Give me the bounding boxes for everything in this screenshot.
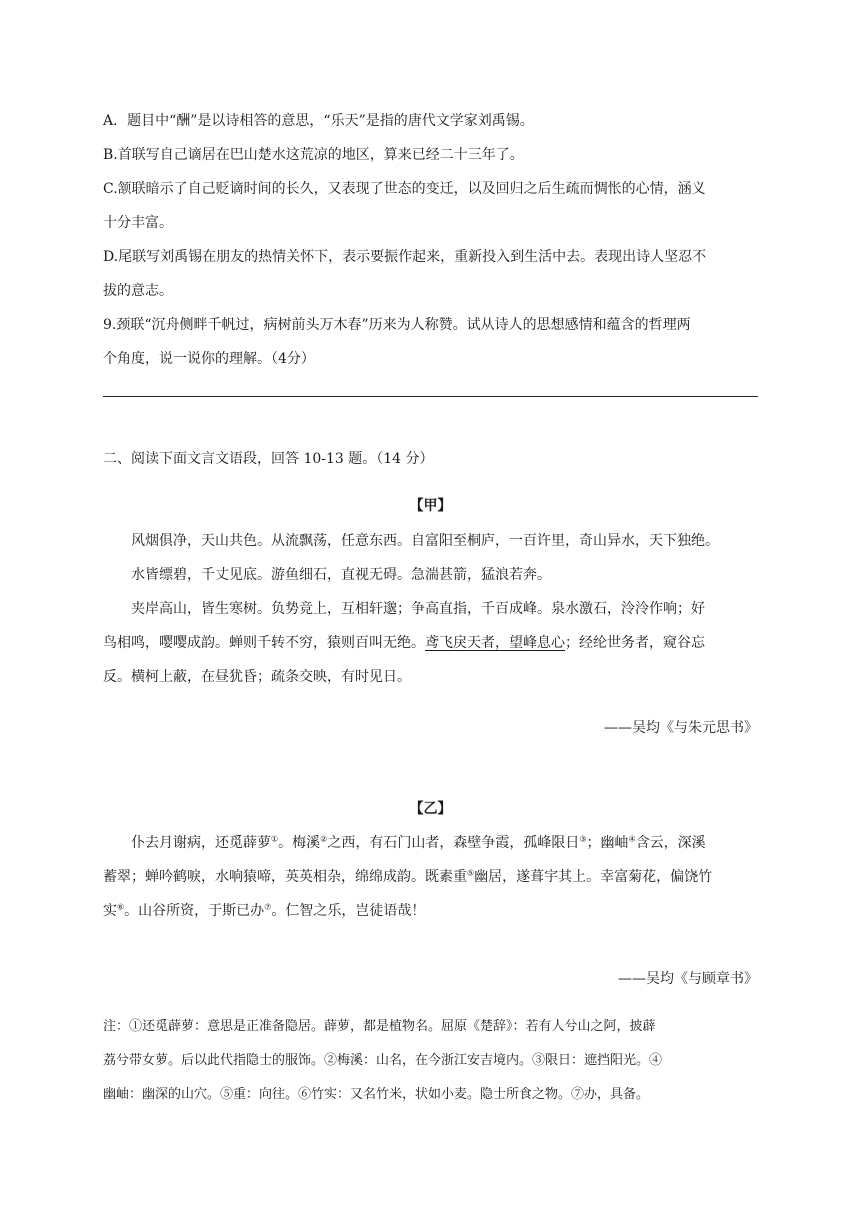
passage-yi-line-3 [103,901,758,921]
text-segment: 仆去月谢病，还觅薜萝 [131,835,271,851]
question-9-line-1: 9.颈联“沉舟侧畔千帆过，病树前头万木春”历来为人称赞。试从诗人的思想感情和蕴含的哲理两 [103,317,691,333]
passage-yi-line-2 [103,867,758,887]
option-d-line-1: D.尾联写刘禹锡在朋友的热情关怀下，表示要振作起来，重新投入到生活中去。表现出诗人坚忍不 [103,249,707,265]
option-c-line-2: 十分丰富。 [103,215,173,231]
footnote-marker: ④ [628,834,636,844]
option-a: A．题目中“酬”是以诗相答的意思，“乐天”是指的唐代文学家刘禹锡。 [103,113,534,129]
text-segment: 。山谷所资，于斯已办 [124,903,265,919]
underlined-sentence: 鸢飞戾天者，望峰息心 [425,635,565,651]
notes-line-3: 幽岫：幽深的山穴。⑤重：向往。⑥竹实：又名竹米，状如小麦。隐士所食之物。⑦办，具备。 [103,1087,650,1102]
passage-jia-line-2: 水皆缥碧，千丈见底。游鱼细石，直视无碍。急湍甚箭，猛浪若奔。 [131,567,551,583]
footnote-marker: ⑦ [264,902,272,912]
passage-jia-line-1: 风烟俱净，天山共色。从流飘荡，任意东西。自富阳至桐庐，一百许里，奇山异水，天下独绝。 [131,533,719,549]
notes-line-2: 荔兮带女萝。后以此代指隐士的服饰。②梅溪：山名，在今浙江安吉境内。③限日：遮挡阳光。④ [103,1053,663,1068]
text-segment: 含云，深溪 [635,835,706,851]
text-segment: 蓄翠；蝉吟鹤唳，水响猿啼，英英相杂，绵绵成韵。既素重 [103,869,467,885]
answer-line [103,396,758,397]
footnote-marker: ③ [579,834,587,844]
footnote-marker: ① [271,834,279,844]
text-segment: 。仁智之乐，岂徒语哉！ [271,903,426,919]
text-segment: 。梅溪 [278,835,321,851]
passage-yi-title: 【乙】 [409,801,452,817]
text-segment: ；幽岫 [586,835,629,851]
option-c-line-1: C.颔联暗示了自己贬谪时间的长久，又表现了世态的变迁，以及回归之后生疏而惆怅的心情，涵义 [103,181,706,197]
footnote-marker: ② [320,834,328,844]
passage-jia-line-5: 反。横柯上蔽，在昼犹昏；疏条交映，有时见日。 [103,669,411,685]
text-segment: 幽居，遂葺宇其上。幸富菊花，偏饶竹 [474,869,713,885]
passage-jia-source: ——吴均《与朱元思书》 [604,720,758,736]
text-segment: 之西，有石门山者，森壁争霞，孤峰限日 [327,835,580,851]
passage-jia-line-4-end: ；经纶世务者，窥谷忘 [565,635,705,651]
footnote-marker: ⑥ [117,902,125,912]
section-2-heading: 二、阅读下面文言文语段，回答 10-13 题。（14 分） [103,451,434,467]
notes-line-1: 注：①还觅薜萝：意思是正准备隐居。薜萝，都是植物名。屈原《楚辞》：若有人兮山之阿，披薜 [103,1019,656,1034]
passage-jia-line-3: 夹岸高山，皆生寒树。负势竞上，互相轩邈；争高直指，千百成峰。泉水激石，泠泠作响；好 [131,601,705,617]
passage-jia-line-4 [103,633,758,653]
option-d-line-2: 拔的意志。 [103,283,173,299]
passage-jia-title: 【甲】 [409,498,452,514]
footnote-marker: ⑤ [467,868,475,878]
option-b: B.首联写自己谪居在巴山楚水这荒凉的地区，算来已经二十三年了。 [103,147,524,163]
passage-yi-source: ——吴均《与顾章书》 [618,971,758,987]
passage-jia-line-4-start: 鸟相鸣，嘤嘤成韵。蝉则千转不穷，猿则百叫无绝。 [103,635,425,651]
passage-yi-line-1 [131,833,786,853]
text-segment: 实 [103,903,117,919]
question-9-line-2: 个角度，说一说你的理解。（4分） [103,351,315,367]
